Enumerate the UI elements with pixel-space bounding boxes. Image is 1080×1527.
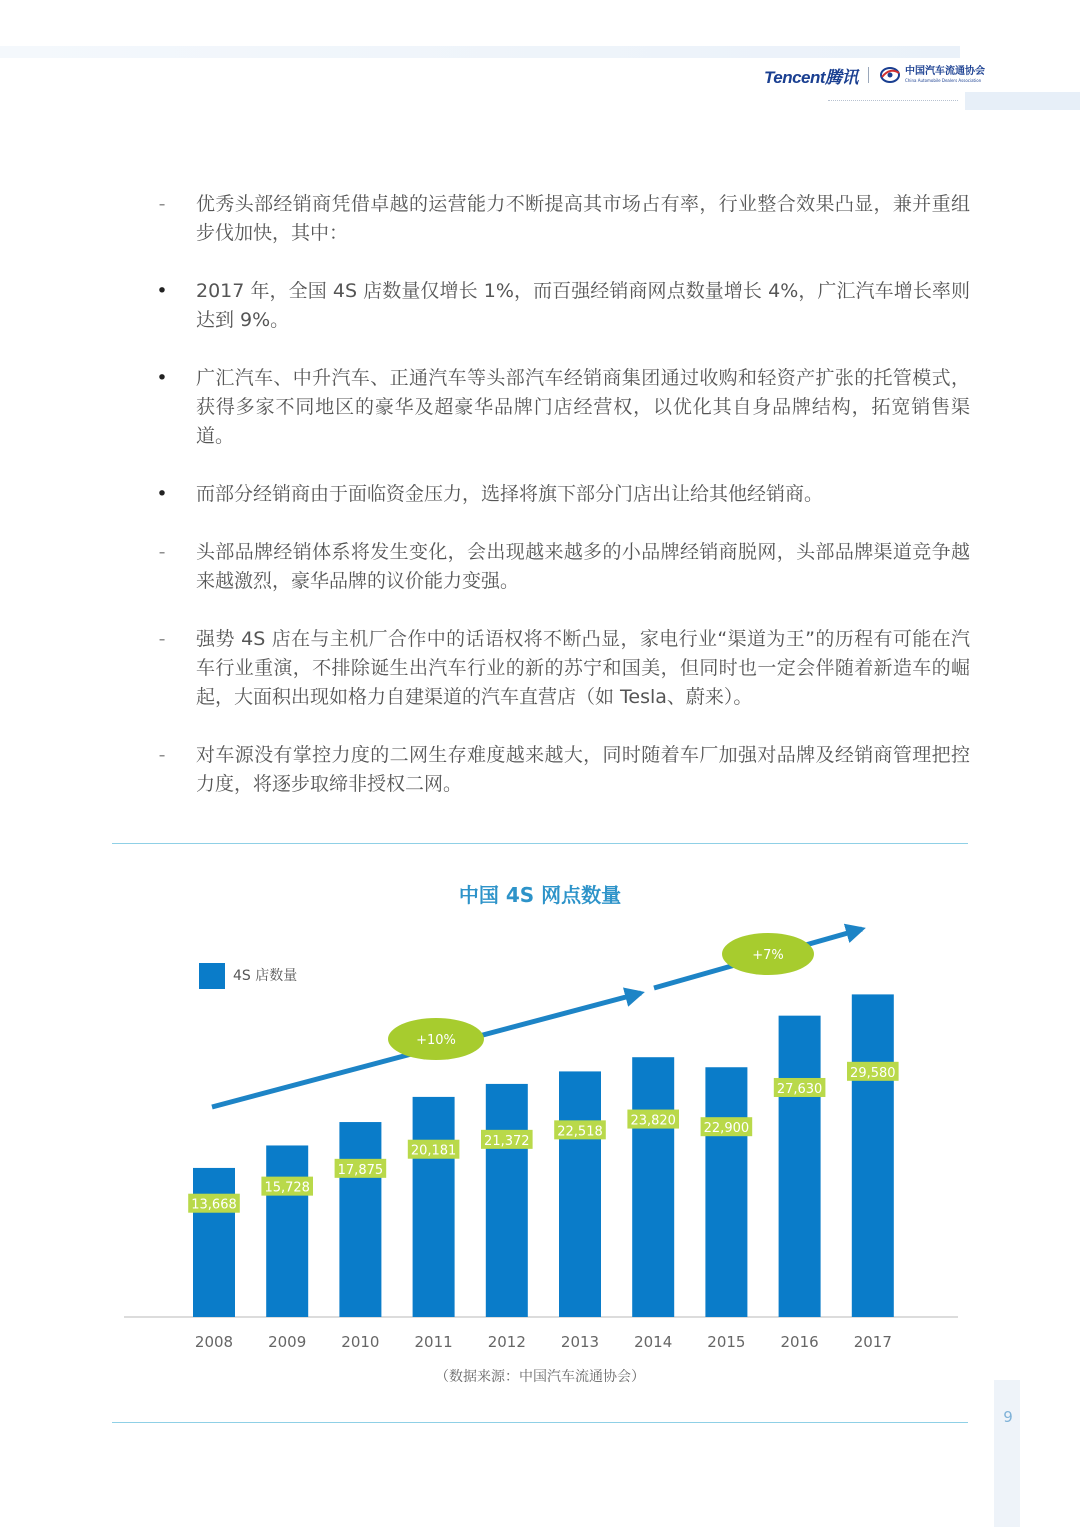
data-label: 23,820 xyxy=(630,1113,676,1129)
chart-title: 中国 4S 网点数量 xyxy=(458,883,622,907)
data-label: 20,181 xyxy=(410,1143,457,1159)
legend-swatch xyxy=(199,963,225,989)
dash-marker: - xyxy=(158,628,166,650)
data-label: 17,875 xyxy=(337,1162,384,1178)
paragraph-text: 头部品牌经销体系将发生变化，会出现越来越多的小品牌经销商脱网，头部品牌渠道竞争越来越激烈，豪华品牌的议价能力变强。 xyxy=(196,541,970,592)
x-tick-label: 2015 xyxy=(707,1333,746,1351)
page-number: 9 xyxy=(1003,1408,1013,1426)
x-tick-label: 2009 xyxy=(268,1333,307,1351)
x-tick-label: 2012 xyxy=(487,1333,526,1351)
paragraph-text: 对车源没有掌控力度的二网生存难度越来越大，同时随着车厂加强对品牌及经销商管理把控力度，将逐步取缔非授权二网。 xyxy=(196,744,970,795)
paragraph-text: 广汇汽车、中升汽车、正通汽车等头部汽车经销商集团通过收购和轻资产扩张的托管模式，获得多家不同地区的豪华及超豪华品牌门店经营权，以优化其自身品牌结构，拓宽销售渠道。 xyxy=(196,367,970,447)
data-label: 15,728 xyxy=(264,1180,310,1196)
cada-logo-en: China Automobile Dealers Association xyxy=(905,78,982,83)
x-tick-label: 2016 xyxy=(780,1333,819,1351)
data-label: 27,630 xyxy=(776,1081,823,1097)
bar xyxy=(486,1084,528,1317)
data-label: 21,372 xyxy=(484,1133,530,1149)
paragraph-text: 强势 4S 店在与主机厂合作中的话语权将不断凸显，家电行业“渠道为王”的历程有可能在汽车行业重演，不排除诞生出汽车行业的新的苏宁和国美，但同时也一定会伴随着新造车的崛起，大面积出现如格力自建渠道的汽车直营店（如 Tesla、蔚来）。 xyxy=(196,628,970,708)
dash-marker: - xyxy=(158,541,166,563)
x-tick-label: 2014 xyxy=(634,1333,673,1351)
bar xyxy=(266,1145,308,1317)
bar xyxy=(193,1168,235,1317)
legend-label: 4S 店数量 xyxy=(233,968,298,984)
growth-annotation: +7% xyxy=(752,948,784,963)
bullet-marker: • xyxy=(156,483,168,505)
data-label: 22,518 xyxy=(557,1124,603,1140)
x-tick-label: 2010 xyxy=(341,1333,380,1351)
bar xyxy=(632,1057,674,1317)
chart-bottom-rule xyxy=(112,1422,968,1423)
bar xyxy=(410,1097,457,1317)
paragraph-text: 而部分经销商由于面临资金压力，选择将旗下部分门店出让给其他经销商。 xyxy=(196,483,824,505)
dash-marker: - xyxy=(158,193,166,215)
x-tick-label: 2017 xyxy=(853,1333,892,1351)
bar xyxy=(852,994,894,1317)
bar xyxy=(705,1067,747,1317)
x-tick-label: 2011 xyxy=(414,1333,453,1351)
data-label: 22,900 xyxy=(703,1121,750,1137)
bar xyxy=(339,1122,381,1317)
growth-annotation: +10% xyxy=(416,1033,456,1048)
bar xyxy=(776,1016,823,1317)
paragraph-text: 2017 年，全国 4S 店数量仅增长 1%，而百强经销商网点数量增长 4%，广汇汽车增长率则达到 9%。 xyxy=(196,280,970,331)
x-tick-label: 2013 xyxy=(560,1333,600,1351)
dash-marker: - xyxy=(158,744,166,766)
bullet-marker: • xyxy=(156,280,168,302)
tencent-logo: Tencent腾讯 xyxy=(764,67,859,87)
source-note: （数据来源：中国汽车流通协会） xyxy=(435,1369,645,1385)
data-label: 13,668 xyxy=(191,1197,237,1213)
data-label: 29,580 xyxy=(850,1065,896,1081)
bullet-marker: • xyxy=(156,367,168,389)
paragraph-text: 优秀头部经销商凭借卓越的运营能力不断提高其市场占有率，行业整合效果凸显，兼并重组步伐加快，其中： xyxy=(196,193,970,244)
cada-logo-cn: 中国汽车流通协会 xyxy=(905,66,986,77)
bar xyxy=(559,1071,601,1317)
x-tick-label: 2008 xyxy=(194,1333,234,1351)
